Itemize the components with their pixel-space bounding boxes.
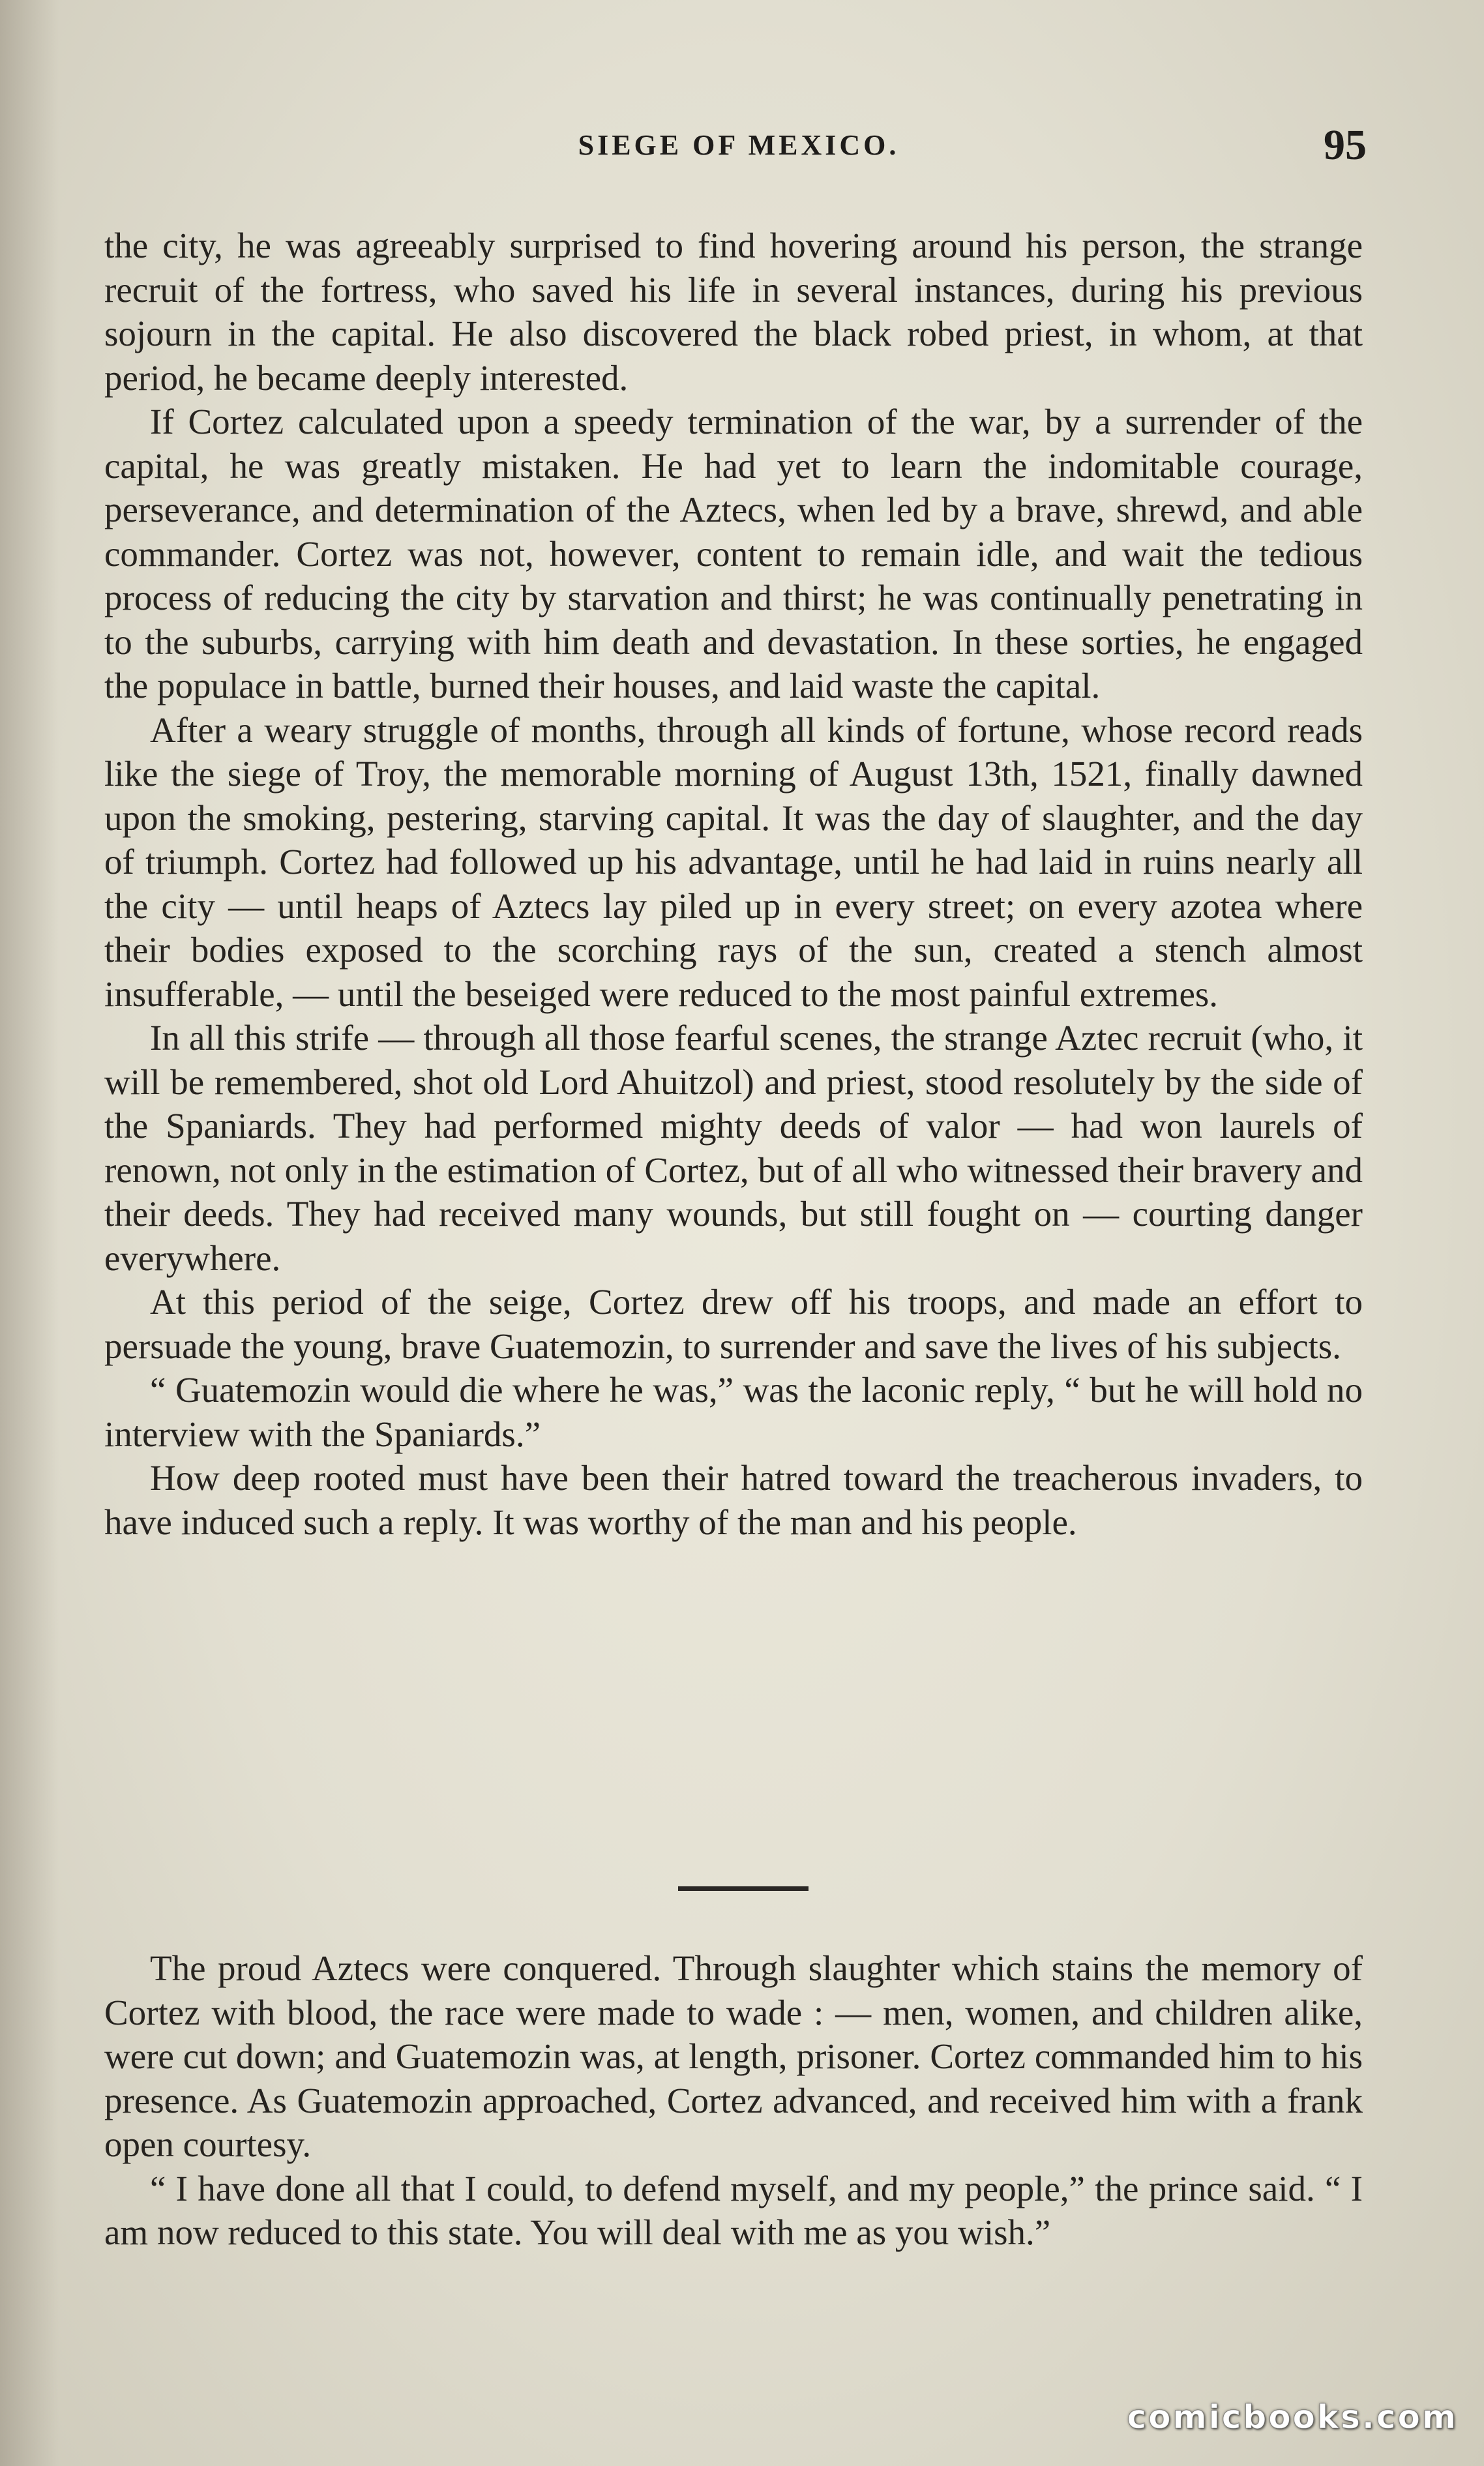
paragraph: The proud Aztecs were conquered. Through slaughter which stains the memory of Cortez with blood, the race were made to wade : — men, women, and children alike, were cut down; and Guatemozin was, at length, prisoner. Cortez commanded him to his presence. As Guatemozin approached, Cortez advanced, and received him with a frank open courtesy. <box>104 1948 1363 2164</box>
paragraph: In all this strife — through all those fearful scenes, the strange Aztec recruit (who, it will be remembered, shot old Lord Ahuitzol) and priest, stood resolutely by the side of the Spaniards. They had performed mighty deeds of valor — had won laurels of renown, not only in the estimation of Cortez, but of all who witnessed their bravery and their deeds. They had received many wounds, but still fought on — courting danger everywhere. <box>104 1018 1363 1278</box>
paragraph: At this period of the seige, Cortez drew off his troops, and made an effort to persuade the young, brave Guatemozin, to surrender and save the lives of his subjects. <box>104 1282 1363 1366</box>
paragraph: the city, he was agreeably surprised to find hovering around his person, the strange recruit of the fortress, who saved his life in several instances, during his previous sojourn in the capital. He also discovered the black robed priest, in whom, at that period, he became deeply interested. <box>104 226 1363 398</box>
text-block-conclusion <box>104 1946 1363 2255</box>
page-number: 95 <box>1324 121 1367 169</box>
paragraph: “ Guatemozin would die where he was,” was the laconic reply, “ but he will hold no interview with the Spaniards.” <box>104 1370 1363 1454</box>
paragraph: “ I have done all that I could, to defend myself, and my people,” the prince said. “ I am now reduced to this state. You will deal with me as you wish.” <box>104 2168 1363 2252</box>
paragraph: After a weary struggle of months, through all kinds of fortune, whose record reads like the siege of Troy, the memorable morning of August 13th, 1521, finally dawned upon the smoking, pestering, starving capital. It was the day of slaughter, and the day of triumph. Cortez had followed up his advantage, until he had laid in ruins nearly all the city — until heaps of Aztecs lay piled up in every street; on every azotea where their bodies exposed to the scorching rays of the sun, created a stench almost insufferable, — until the beseiged were reduced to the most painful extremes. <box>104 709 1363 1014</box>
paragraph: If Cortez calculated upon a speedy termination of the war, by a surrender of the capital, he was greatly mistaken. He had yet to learn the indomitable courage, perseverance, and determination of the Aztecs, when led by a brave, shrewd, and able commander. Cortez was not, however, content to remain idle, and wait the tedious process of reducing the city by starvation and thirst; he was continually penetrating in to the suburbs, carrying with him death and devastation. In these sorties, he engaged the populace in battle, burned their houses, and laid waste the capital. <box>104 402 1363 706</box>
watermark-text: comicbooks.com <box>1127 2398 1458 2436</box>
running-title: SIEGE OF MEXICO. <box>578 129 900 161</box>
section-divider <box>678 1886 809 1891</box>
paragraph: How deep rooted must have been their hatred toward the treacherous invaders, to have induced such a reply. It was worthy of the man and his people. <box>104 1458 1363 1542</box>
running-head <box>111 121 1367 169</box>
text-block-main <box>104 224 1363 1544</box>
